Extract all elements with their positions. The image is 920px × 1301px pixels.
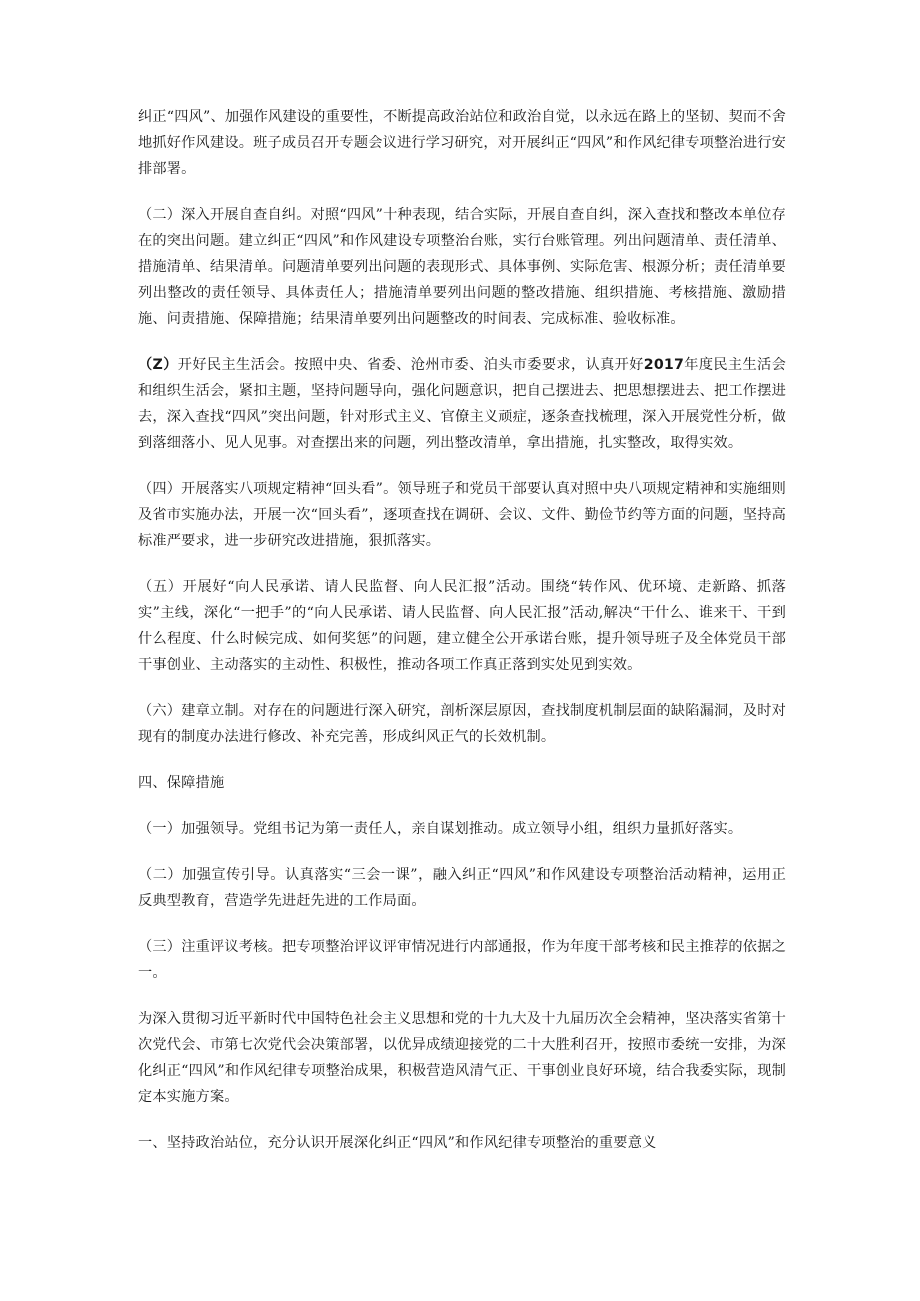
paragraph-text-before-year: 开好民主生活会。按照中央、省委、沧州市委、泊头市委要求，认真开好 <box>177 357 644 373</box>
document-body <box>138 104 786 1176</box>
section-number-marker: （Z） <box>138 357 178 373</box>
paragraph-eight-rules-review: （四）开展落实八项规定精神“回头看”。领导班子和党员干部要认真对照中央八项规定精神和实施细则及省市实施办法，开展一次“回头看”，逐项查找在调研、会议、文件、勤俭节约等方面的问题，坚持高标准严要求，进一步研究改进措施，狠抓落实。 <box>138 481 786 549</box>
section-heading-political-stance: 一、坚持政治站位，充分认识开展深化纠正“四风”和作风纪律专项整治的重要意义 <box>138 1135 657 1151</box>
year-number: 2017 <box>643 357 685 373</box>
paragraph-publicity-guidance: （二）加强宣传引导。认真落实“三会一课”，融入纠正“四风”和作风建设专项整治活动精神，运用正反典型教育，营造学先进赶先进的工作局面。 <box>138 867 786 909</box>
paragraph-implementation-plan-intro: 为深入贯彻习近平新时代中国特色社会主义思想和党的十九大及十九届历次全会精神，坚决落实省第十次党代会、市第七次党代会决策部署，以优异成绩迎接党的二十大胜利召开，按照市委统一安排，为深化纠正“四风”和作风纪律专项整治成果，积极营造风清气正、干事创业良好环境，结合我委实际，现制定本实施方案。 <box>138 1011 786 1105</box>
paragraph-self-inspection: （二）深入开展自查自纠。对照“四风”十种表现，结合实际，开展自查自纠，深入查找和整改本单位存在的突出问题。建立纠正“四风”和作风建设专项整治台账，实行台账管理。列出问题清单、责任清单、措施清单、结果清单。问题清单要列出问题的表现形式、具体事例、实际危害、根源分析；责任清单要列出整改的责任领导、具体责任人；措施清单要列出问题的整改措施、组织措施、考核措施、激励措施、问责措施、保障措施；结果清单要列出问题整改的时间表、完成标准、验收标准。 <box>138 207 786 327</box>
paragraph-rules-system: （六）建章立制。对存在的问题进行深入研究，剖析深层原因，查找制度机制层面的缺陷漏洞，及时对现有的制度办法进行修改、补充完善，形成纠风正气的长效机制。 <box>138 703 786 745</box>
paragraph-text-after-year: 年度民主生活会和组织生活会，紧扣主题，坚持问题导向，强化问题意识，把自己摆进去、把思想摆进去、把工作摆进去，深入查找“四风”突出问题，针对形式主义、官僚主义顽症，逐条查找梳理，深入开展党性分析，做到落细落小、见人见事。对查摆出来的问题，列出整改清单，拿出措施，扎实整改，取得实效。 <box>138 357 787 451</box>
paragraph-democratic-life-meeting <box>138 352 786 456</box>
paragraph-intro-continuation: 纠正“四风”、加强作风建设的重要性，不断提高政治站位和政治自觉，以永远在路上的坚韧、契而不舍地抓好作风建设。班子成员召开专题会议进行学习研究，对开展纠正“四风”和作风纪律专项整治进行安排部署。 <box>138 109 786 177</box>
paragraph-evaluation-assessment: （三）注重评议考核。把专项整治评议评审情况进行内部通报，作为年度干部考核和民主推荐的依据之一。 <box>138 939 786 981</box>
section-heading-safeguards: 四、保障措施 <box>138 775 225 791</box>
paragraph-people-commitment: （五）开展好“向人民承诺、请人民监督、向人民汇报”活动。围绕“转作风、优环境、走新路、抓落实”主线，深化“一把手”的“向人民承诺、请人民监督、向人民汇报”活动,解决“干什么、谁来干、干到什么程度、什么时候完成、如何奖惩”的问题，建立健全公开承诺台账，提升领导班子及全体党员干部干事创业、主动落实的主动性、积极性，推动各项工作真正落到实处见到实效。 <box>138 579 786 673</box>
paragraph-strengthen-leadership: （一）加强领导。党组书记为第一责任人，亲自谋划推动。成立领导小组，组织力量抓好落实。 <box>138 821 743 837</box>
